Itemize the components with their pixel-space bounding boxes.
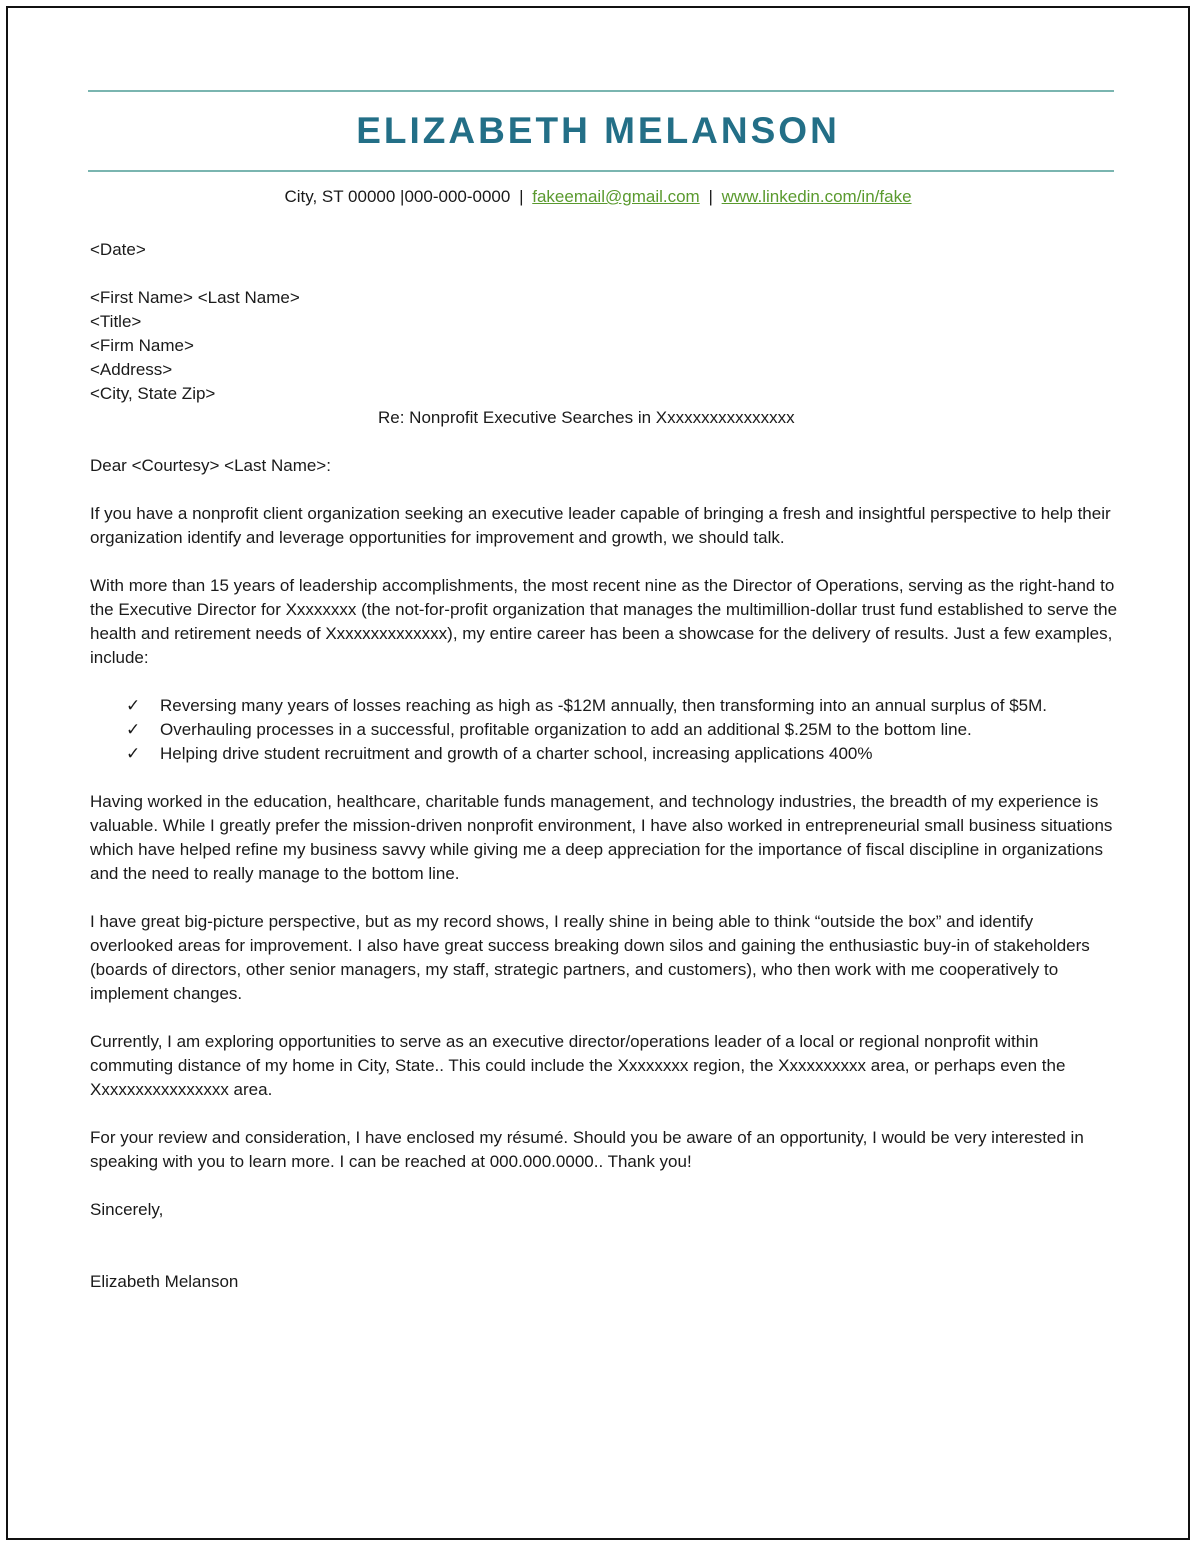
paragraph-experience: With more than 15 years of leadership accomplishments, the most recent nine as the Director of Operations, serving as the right-hand to the Executive Director for Xxxxxxxx (the not-for-profit organization that manages the multimillion-dollar trust fund established to serve the health and retirement needs of Xxxxxxxxxxxxxx), my entire career has been a showcase for the delivery of results. Just a few examples, include:	[90, 576, 1118, 667]
paragraph-perspective: I have great big-picture perspective, but as my record shows, I really shine in being able to think “outside the box” and identify overlooked areas for improvement. I also have great success breaking down silos and gaining the enthusiastic buy-in of stakeholders (boards of directors, other senior managers, my staff, strategic partners, and customers), who then work with me cooperatively to implement changes.	[90, 912, 1090, 1003]
letter-body	[90, 238, 1120, 1294]
recipient-title: <Title>	[90, 312, 142, 331]
achievements-list	[90, 694, 1120, 766]
recipient-name: <First Name> <Last Name>	[90, 288, 300, 307]
salutation: Dear <Courtesy> <Last Name>:	[90, 456, 331, 475]
recipient-address	[90, 286, 1120, 406]
linkedin-link[interactable]: www.linkedin.com/in/fake	[721, 187, 912, 206]
header-top-rule	[88, 90, 1114, 92]
list-item-text: Helping drive student recruitment and growth of a charter school, increasing applications 400%	[160, 744, 873, 763]
checkmark-icon: ✓	[126, 720, 141, 739]
contact-separator: |	[708, 187, 713, 206]
location-phone: City, ST 00000 |000-000-0000	[284, 187, 511, 206]
recipient-city-state-zip: <City, State Zip>	[90, 384, 216, 403]
closing: Sincerely,	[90, 1200, 164, 1219]
contact-separator: |	[519, 187, 524, 206]
paragraph-intro: If you have a nonprofit client organization seeking an executive leader capable of bringing a fresh and insightful perspective to help their organization identify and leverage opportunities for improvement and growth, we should talk.	[90, 504, 1111, 547]
letter-date: <Date>	[90, 240, 146, 259]
header-bottom-rule	[88, 170, 1114, 172]
subject-line: Re: Nonprofit Executive Searches in Xxxxxxxxxxxxxxxx	[378, 408, 795, 427]
checkmark-icon: ✓	[126, 744, 141, 763]
signature: Elizabeth Melanson	[90, 1272, 239, 1291]
paragraph-industries: Having worked in the education, healthcare, charitable funds management, and technology industries, the breadth of my experience is valuable. While I greatly prefer the mission-driven nonprofit environment, I have also worked in entrepreneurial small business situations which have helped refine my business savvy while giving me a deep appreciation for the importance of fiscal discipline in organizations and the need to really manage to the bottom line.	[90, 792, 1113, 883]
letter-page	[6, 6, 1190, 1540]
list-item	[90, 694, 1120, 718]
paragraph-closing-request: For your review and consideration, I have enclosed my résumé. Should you be aware of an opportunity, I would be very interested in speaking with you to learn more. I can be reached at 000.000.0000.. Thank you!	[90, 1128, 1084, 1171]
list-item-text: Overhauling processes in a successful, profitable organization to add an additional $.25M to the bottom line.	[160, 720, 972, 739]
recipient-firm: <Firm Name>	[90, 336, 194, 355]
list-item-text: Reversing many years of losses reaching as high as -$12M annually, then transforming into an annual surplus of $5M.	[160, 696, 1047, 715]
list-item	[90, 742, 1120, 766]
checkmark-icon: ✓	[126, 696, 141, 715]
list-item	[90, 718, 1120, 742]
email-link[interactable]: fakeemail@gmail.com	[532, 187, 700, 206]
recipient-address-line: <Address>	[90, 360, 173, 379]
paragraph-opportunities: Currently, I am exploring opportunities to serve as an executive director/operations leader of a local or regional nonprofit within commuting distance of my home in City, State.. This could include the Xxxxxxxx region, the Xxxxxxxxxx area, or perhaps even the Xxxxxxxxxxxxxxxx area.	[90, 1032, 1066, 1099]
sender-name: ELIZABETH MELANSON	[356, 110, 840, 151]
contact-line	[8, 186, 1188, 208]
